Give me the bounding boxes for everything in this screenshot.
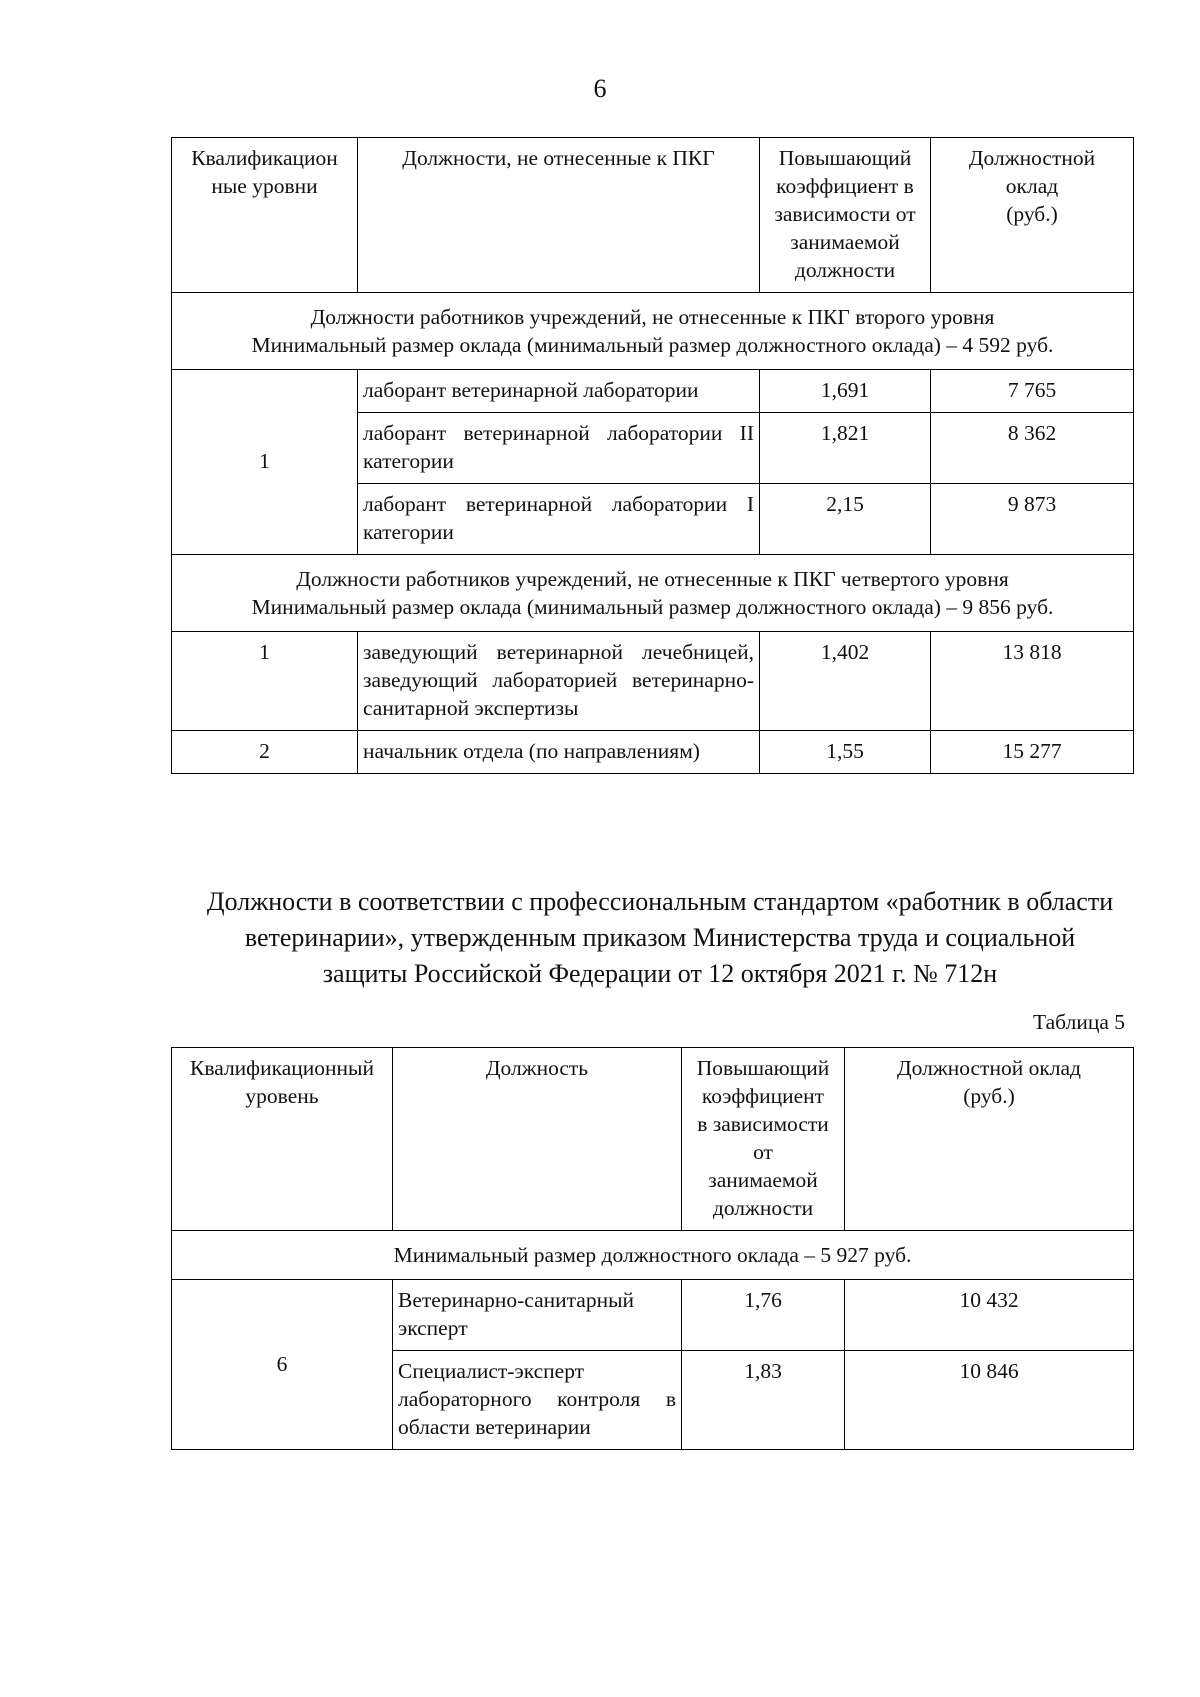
table-row (172, 632, 1134, 731)
table-row (172, 1280, 1134, 1351)
salary-cell: 8 362 (931, 413, 1134, 484)
level-cell: 6 (172, 1280, 393, 1450)
group2-level: 1 (172, 370, 358, 555)
group2-min-salary: Минимальный размер оклада (минимальный размер должностного оклада) – 4 592 руб. (251, 333, 1054, 357)
position-cell: лаборант ветеринарной лаборатории (358, 370, 760, 413)
table-header-row (172, 1048, 1134, 1231)
coefficient-cell: 1,402 (760, 632, 931, 731)
min-salary-heading: Минимальный размер должностного оклада – 5 927 руб. (172, 1231, 1134, 1280)
header-salary: Должностной оклад (руб.) (931, 138, 1134, 293)
header-coefficient: Повышающий коэффициент в зависимости от занимаемой должности (760, 138, 931, 293)
group4-heading (172, 555, 1134, 632)
coefficient-cell: 1,76 (682, 1280, 845, 1351)
salary-cell: 10 432 (845, 1280, 1134, 1351)
salary-cell: 7 765 (931, 370, 1134, 413)
group4-title: Должности работников учреждений, не отнесенные к ПКГ четвертого уровня (296, 567, 1009, 591)
header-level: Квалификацион ные уровни (172, 138, 358, 293)
table-row (172, 731, 1134, 774)
table-row (172, 370, 1134, 413)
coefficient-cell: 1,55 (760, 731, 931, 774)
section-heading: Должности в соответствии с профессиональным стандартом «работник в области ветеринарии», утвержденным приказом Министерства труда и социальной защиты Российской Федерации от 12 октября 2021 г. № 712н (206, 887, 1114, 988)
group2-title: Должности работников учреждений, не отнесенные к ПКГ второго уровня (310, 305, 995, 329)
position-cell: Ветеринарно-санитарный эксперт (393, 1280, 682, 1351)
header-salary: Должностной оклад (руб.) (845, 1048, 1134, 1231)
pkg-positions-table (171, 137, 1134, 774)
position-cell: заведующий ветеринарной лечебницей, заведующий лабораторией ветеринарно-санитарной экспертизы (358, 632, 760, 731)
group4-min-salary: Минимальный размер оклада (минимальный размер должностного оклада) – 9 856 руб. (251, 595, 1054, 619)
header-position: Должность (393, 1048, 682, 1231)
group2-heading (172, 293, 1134, 370)
salary-cell: 9 873 (931, 484, 1134, 555)
coefficient-cell: 1,691 (760, 370, 931, 413)
salary-cell: 10 846 (845, 1351, 1134, 1450)
coefficient-cell: 1,821 (760, 413, 931, 484)
group-heading-row (172, 1231, 1134, 1280)
header-coefficient: Повышающий коэффициент в зависимости от занимаемой должности (682, 1048, 845, 1231)
salary-cell: 15 277 (931, 731, 1134, 774)
header-position: Должности, не отнесенные к ПКГ (358, 138, 760, 293)
salary-cell: 13 818 (931, 632, 1134, 731)
group-heading-row (172, 293, 1134, 370)
position-cell: начальник отдела (по направлениям) (358, 731, 760, 774)
group-heading-row (172, 555, 1134, 632)
standard-positions-table (171, 1047, 1134, 1450)
level-cell: 1 (172, 632, 358, 731)
table-header-row (172, 138, 1134, 293)
position-cell: лаборант ветеринарной лаборатории II категории (358, 413, 760, 484)
position-cell: Специалист-эксперт лабораторного контроля в области ветеринарии (393, 1351, 682, 1450)
page-number: 6 (593, 74, 607, 103)
position-cell: лаборант ветеринарной лаборатории I категории (358, 484, 760, 555)
coefficient-cell: 2,15 (760, 484, 931, 555)
table-caption: Таблица 5 (1033, 1010, 1125, 1034)
coefficient-cell: 1,83 (682, 1351, 845, 1450)
header-level: Квалификационный уровень (172, 1048, 393, 1231)
level-cell: 2 (172, 731, 358, 774)
